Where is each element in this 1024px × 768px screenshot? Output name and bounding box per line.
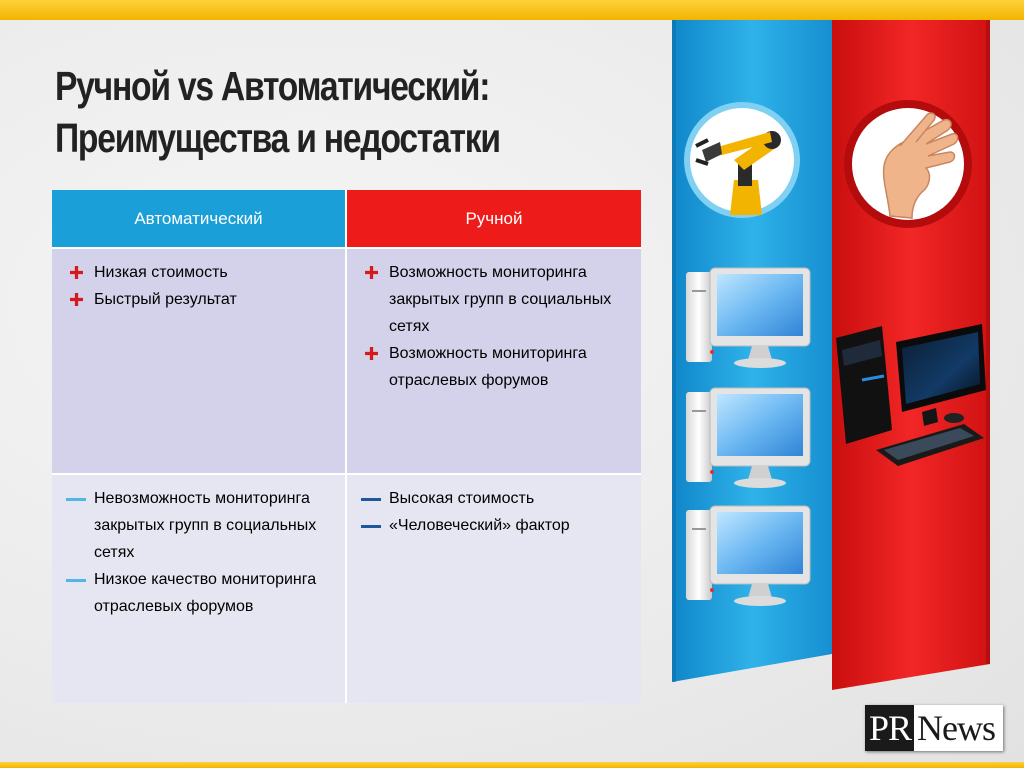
automatic-ribbon: [672, 20, 832, 682]
minus-icon: [64, 485, 88, 512]
list-item: [359, 485, 633, 512]
list-item: [64, 566, 337, 620]
prnews-logo: [865, 705, 1003, 751]
header-automatic: Автоматический: [52, 190, 345, 247]
list-item-text: Невозможность мониторинга закрытых групп в социальных сетях: [94, 490, 317, 561]
list-item-text: Низкое качество мониторинга отраслевых форумов: [94, 571, 317, 615]
comparison-table: [52, 190, 641, 703]
minus-icon: [359, 512, 383, 539]
plus-icon: [359, 259, 383, 286]
logo-pr: PR: [865, 705, 914, 751]
manual-ribbon: [832, 20, 990, 690]
list-item: [359, 512, 633, 539]
pros-manual-cell: [347, 249, 641, 473]
list-item-text: «Человеческий» фактор: [389, 517, 570, 534]
hand-icon: [844, 100, 972, 228]
list-item: [359, 340, 633, 394]
list-item-text: Низкая стоимость: [94, 264, 228, 281]
plus-icon: [64, 259, 88, 286]
logo-news: News: [917, 708, 996, 748]
robot-arm-icon: [684, 102, 800, 218]
list-item-text: Высокая стоимость: [389, 490, 535, 507]
cons-manual-cell: [347, 475, 641, 703]
list-item-text: Возможность мониторинга отраслевых форумов: [389, 345, 587, 389]
top-accent-bar: [0, 0, 1024, 20]
title-line-1: Ручной vs Автоматический:: [55, 63, 490, 109]
bottom-accent-bar: [0, 762, 1024, 768]
header-manual: Ручной: [347, 190, 641, 247]
list-item: [64, 259, 337, 286]
list-item-text: Быстрый результат: [94, 291, 237, 308]
minus-icon: [64, 566, 88, 593]
cons-automatic-cell: [52, 475, 345, 703]
list-item: [359, 259, 633, 340]
list-item: [64, 286, 337, 313]
title-line-2: Преимущества и недостатки: [55, 115, 500, 161]
slide-title: [55, 60, 547, 164]
plus-icon: [359, 340, 383, 367]
plus-icon: [64, 286, 88, 313]
pros-automatic-cell: [52, 249, 345, 473]
minus-icon: [359, 485, 383, 512]
list-item-text: Возможность мониторинга закрытых групп в социальных сетях: [389, 264, 612, 335]
list-item: [64, 485, 337, 566]
